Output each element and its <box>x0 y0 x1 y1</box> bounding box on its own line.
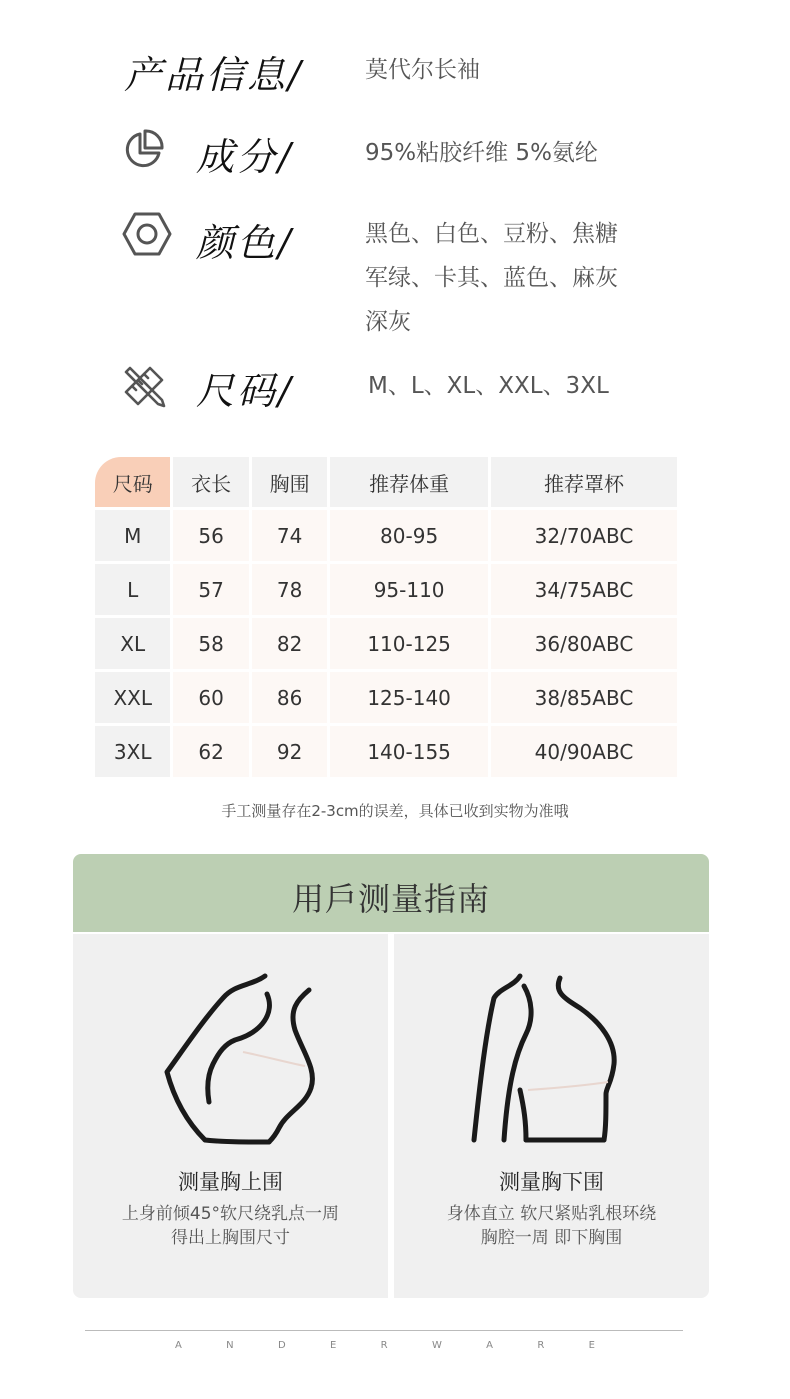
color-heading: 颜色/ <box>196 221 294 265</box>
table-row <box>95 618 677 669</box>
header-bust: 胸围 <box>252 457 327 507</box>
cell-weight: 80-95 <box>330 510 488 561</box>
cell-length: 58 <box>173 618 248 669</box>
cell-size: XXL <box>95 672 170 723</box>
guide-panel-under-bust <box>394 934 709 1298</box>
cell-bust: 92 <box>252 726 327 777</box>
header-cup: 推荐罩杯 <box>491 457 677 507</box>
size-value: M、L、XL、XXL、3XL <box>368 373 609 399</box>
measurement-note: 手工测量存在2-3cm的误差，具体已收到实物为准哦 <box>221 802 569 820</box>
cell-bust: 82 <box>252 618 327 669</box>
footer-letter: A <box>175 1340 182 1351</box>
upper-bust-desc-line-2: 得出上胸围尺寸 <box>171 1228 290 1248</box>
footer-divider <box>85 1330 683 1331</box>
guide-title: 用戶测量指南 <box>73 854 709 932</box>
cell-weight: 125-140 <box>330 672 488 723</box>
pie-chart-icon <box>122 129 164 171</box>
footer-letter: A <box>486 1340 494 1351</box>
upper-bust-title: 测量胸上围 <box>178 1170 283 1194</box>
cell-weight: 95-110 <box>330 564 488 615</box>
footer-wordmark <box>175 1340 595 1351</box>
cell-bust: 86 <box>252 672 327 723</box>
header-length: 衣长 <box>173 457 248 507</box>
under-bust-desc <box>394 1202 709 1250</box>
upper-bust-desc <box>73 1202 388 1250</box>
cell-weight: 110-125 <box>330 618 488 669</box>
product-info-heading: 产品信息/ <box>124 53 304 97</box>
under-bust-title: 测量胸下围 <box>499 1170 604 1194</box>
size-heading: 尺码/ <box>196 369 294 413</box>
color-line-1: 黑色、白色、豆粉、焦糖 <box>365 221 618 247</box>
cell-weight: 140-155 <box>330 726 488 777</box>
cell-length: 62 <box>173 726 248 777</box>
cell-cup: 40/90ABC <box>491 726 677 777</box>
cell-cup: 34/75ABC <box>491 564 677 615</box>
footer-letter: N <box>226 1340 234 1351</box>
cell-size: L <box>95 564 170 615</box>
material-heading: 成分/ <box>196 135 294 179</box>
footer-letter: E <box>330 1340 337 1351</box>
cell-bust: 78 <box>252 564 327 615</box>
cell-size: 3XL <box>95 726 170 777</box>
table-row <box>95 564 677 615</box>
product-info-value: 莫代尔长袖 <box>365 57 480 83</box>
footer-letter: R <box>380 1340 388 1351</box>
table-row <box>95 672 677 723</box>
cell-cup: 32/70ABC <box>491 510 677 561</box>
cell-cup: 38/85ABC <box>491 672 677 723</box>
cell-length: 56 <box>173 510 248 561</box>
table-row <box>95 510 677 561</box>
footer-letter: E <box>588 1340 595 1351</box>
cell-length: 60 <box>173 672 248 723</box>
header-size: 尺码 <box>95 457 170 507</box>
cell-length: 57 <box>173 564 248 615</box>
size-table <box>92 454 680 780</box>
color-line-3: 深灰 <box>365 309 411 335</box>
cell-bust: 74 <box>252 510 327 561</box>
under-bust-desc-line-2: 胸腔一周 即下胸围 <box>480 1228 623 1248</box>
guide-panel-upper-bust <box>73 934 388 1298</box>
footer-letter: W <box>431 1340 442 1351</box>
table-row <box>95 726 677 777</box>
color-line-2: 军绿、卡其、蓝色、麻灰 <box>365 265 618 291</box>
table-header-row <box>95 457 677 507</box>
cell-size: XL <box>95 618 170 669</box>
ruler-pencil-icon <box>122 364 166 408</box>
footer-letter: R <box>537 1340 545 1351</box>
cell-cup: 36/80ABC <box>491 618 677 669</box>
material-value: 95%粘胶纤维 5%氨纶 <box>365 140 598 166</box>
cell-size: M <box>95 510 170 561</box>
hexagon-nut-icon <box>122 211 172 257</box>
header-weight: 推荐体重 <box>330 457 488 507</box>
under-bust-desc-line-1: 身体直立 软尺紧贴乳根环绕 <box>446 1204 657 1224</box>
footer-letter: D <box>277 1340 286 1351</box>
upper-bust-desc-line-1: 上身前倾45°软尺绕乳点一周 <box>121 1204 340 1224</box>
standing-torso-illustration <box>468 972 628 1147</box>
leaning-torso-illustration <box>163 972 323 1147</box>
